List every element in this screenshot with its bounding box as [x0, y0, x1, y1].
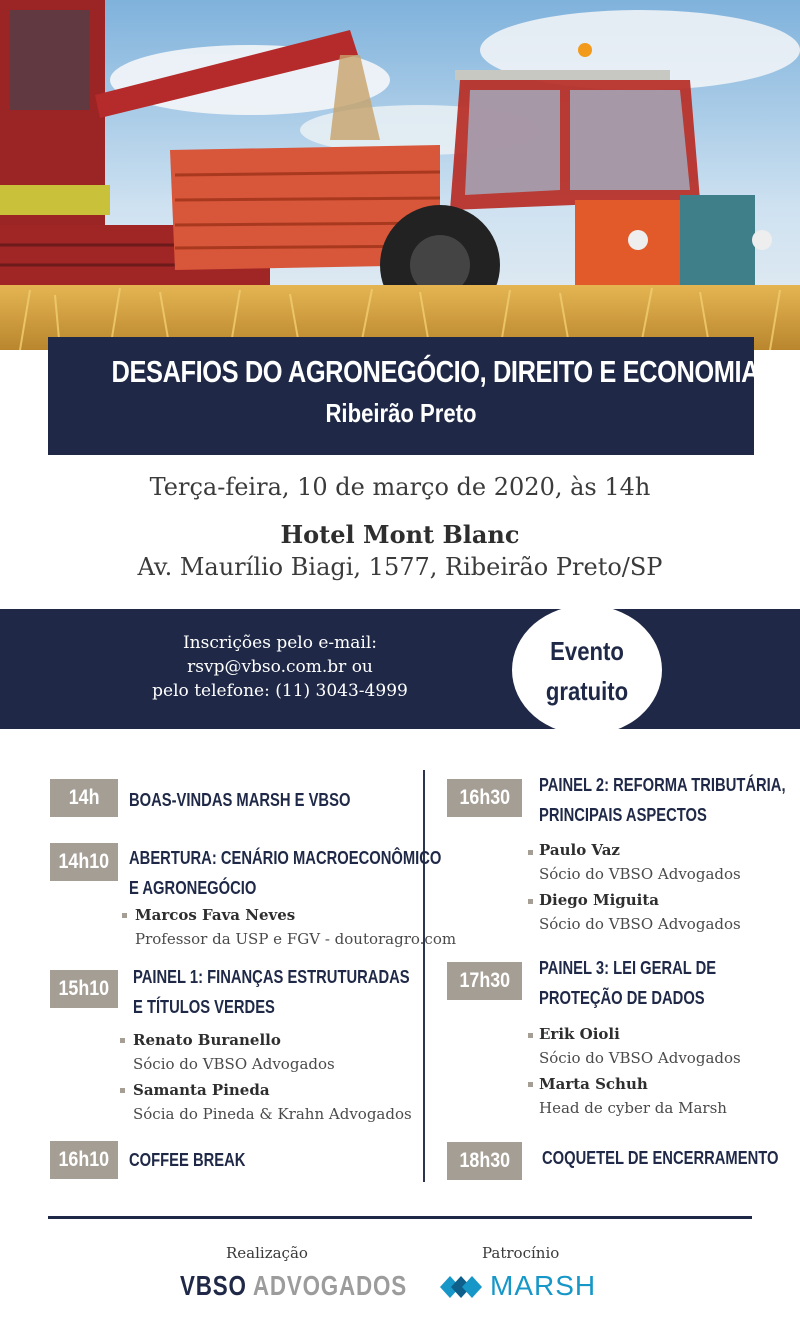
speaker: Renato Buranello Sócio do VBSO Advogados — [133, 1031, 335, 1073]
speaker: Marta Schuh Head de cyber da Marsh — [539, 1075, 727, 1117]
time-badge: 14h — [50, 779, 118, 817]
time-badge: 17h30 — [447, 962, 522, 1000]
hero-image — [0, 0, 800, 350]
registration-info — [110, 631, 450, 703]
vbso-logo: VBSO ADVOGADOS — [180, 1270, 407, 1301]
bullet-icon — [528, 1033, 533, 1038]
speaker: Diego Miguita Sócio do VBSO Advogados — [539, 891, 741, 933]
organizer-label: Realização — [226, 1244, 308, 1262]
registration-phone[interactable]: pelo telefone: (11) 3043-4999 — [152, 681, 408, 701]
session-title: ABERTURA: CENÁRIO MACROECONÔMICO E AGRONEGÓCIO — [129, 848, 442, 898]
free-event-badge-text — [523, 631, 651, 711]
bullet-icon — [120, 1038, 125, 1043]
session-title: COQUETEL DE ENCERRAMENTO — [542, 1148, 779, 1168]
time-badge: 14h10 — [50, 843, 118, 881]
sponsor-label: Patrocínio — [482, 1244, 560, 1262]
session-title: PAINEL 3: LEI GERAL DE PROTEÇÃO DE DADOS — [539, 958, 717, 1008]
session-title: COFFEE BREAK — [129, 1150, 246, 1170]
session-title: PAINEL 1: FINANÇAS ESTRUTURADAS E TÍTULOS VERDES — [133, 967, 410, 1017]
session-title: BOAS-VINDAS MARSH E VBSO — [129, 790, 351, 810]
time-badge: 15h10 — [50, 970, 118, 1008]
registration-line-1: Inscrições pelo e-mail: — [182, 633, 378, 653]
bullet-icon — [528, 850, 533, 855]
badge-line-2: gratuito — [545, 676, 629, 706]
speaker: Paulo Vaz Sócio do VBSO Advogados — [539, 841, 741, 883]
marsh-logo-text: MARSH — [490, 1270, 597, 1301]
speaker: Erik Oioli Sócio do VBSO Advogados — [539, 1025, 741, 1067]
event-address: Av. Maurílio Biagi, 1577, Ribeirão Preto/SP — [137, 553, 663, 581]
marsh-logo-icon — [440, 1274, 482, 1300]
bullet-icon — [122, 913, 127, 918]
time-badge: 16h30 — [447, 779, 522, 817]
speaker: Samanta Pineda Sócia do Pineda & Krahn Advogados — [133, 1081, 412, 1123]
event-date: Terça-feira, 10 de março de 2020, às 14h — [149, 473, 651, 501]
bullet-icon — [528, 899, 533, 904]
time-badge: 16h10 — [50, 1141, 118, 1179]
event-title: DESAFIOS DO AGRONEGÓCIO, DIREITO E ECONOMIA — [111, 354, 760, 389]
event-venue: Hotel Mont Blanc — [280, 520, 520, 549]
bullet-icon — [528, 1082, 533, 1087]
registration-email[interactable]: rsvp@vbso.com.br ou — [187, 657, 373, 677]
session-title: PAINEL 2: REFORMA TRIBUTÁRIA, PRINCIPAIS ASPECTOS — [539, 775, 786, 825]
event-city: Ribeirão Preto — [325, 398, 477, 428]
schedule-divider — [423, 770, 425, 1182]
title-banner — [48, 337, 760, 455]
speaker: Marcos Fava Neves Professor da USP e FGV - doutoragro.com — [135, 906, 457, 948]
time-badge: 18h30 — [447, 1142, 522, 1180]
footer-divider — [48, 1216, 752, 1219]
bullet-icon — [120, 1088, 125, 1093]
badge-line-1: Evento — [550, 636, 624, 666]
